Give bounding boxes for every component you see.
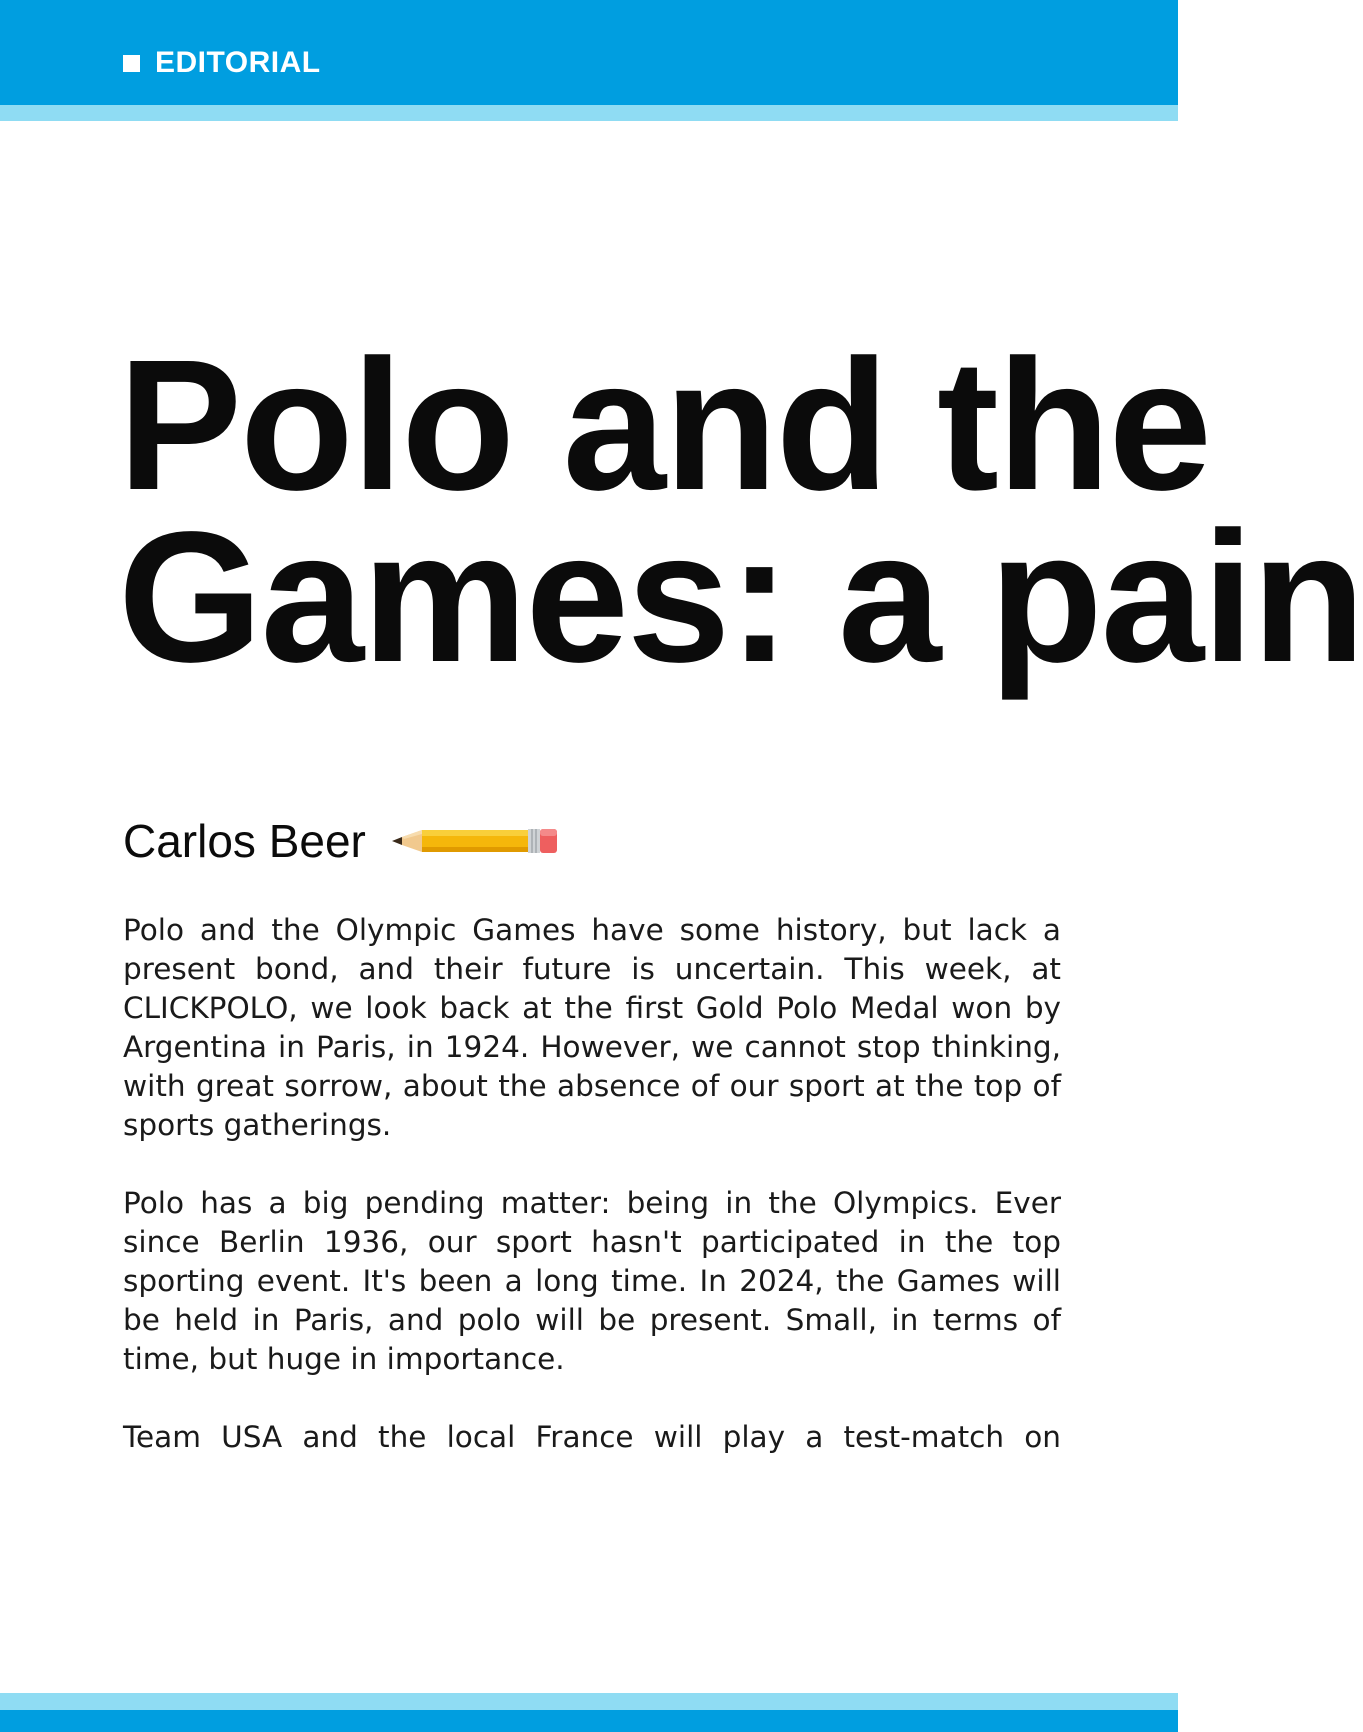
header-accent-stripe [0,105,1178,121]
footer-band [0,1710,1178,1732]
byline [123,814,558,868]
article-headline [118,322,1363,701]
author-name: Carlos Beer [123,815,366,867]
section-tag [123,48,321,78]
section-label: EDITORIAL [155,46,321,79]
square-bullet-icon [123,55,140,72]
article-paragraph: Polo and the Olympic Games have some history, but lack a present bond, and their future is uncertain. This week, at CLICKPOLO, we look back at the first Gold Polo Medal won by Argentina in Paris, in 1924. However, we cannot stop thinking, with great sorrow, about the absence of our sport at the top of sports gatherings. [123,913,1061,1142]
headline-line-1: Polo and the [118,322,1210,529]
headline-line-2: Games: a pain [118,494,1363,701]
pencil-icon [392,826,558,856]
article-paragraph: Polo has a big pending matter: being in the Olympics. Ever since Berlin 1936, our sport hasn't participated in the top sporting event. It's been a long time. In 2024, the Games will be held in Paris, and polo will be present. Small, in terms of time, but huge in importance. [123,1186,1061,1376]
article-paragraph: Team USA and the local France will play a test-match on [123,1420,1061,1454]
article-body [123,911,1061,1496]
footer-accent-stripe [0,1693,1178,1710]
